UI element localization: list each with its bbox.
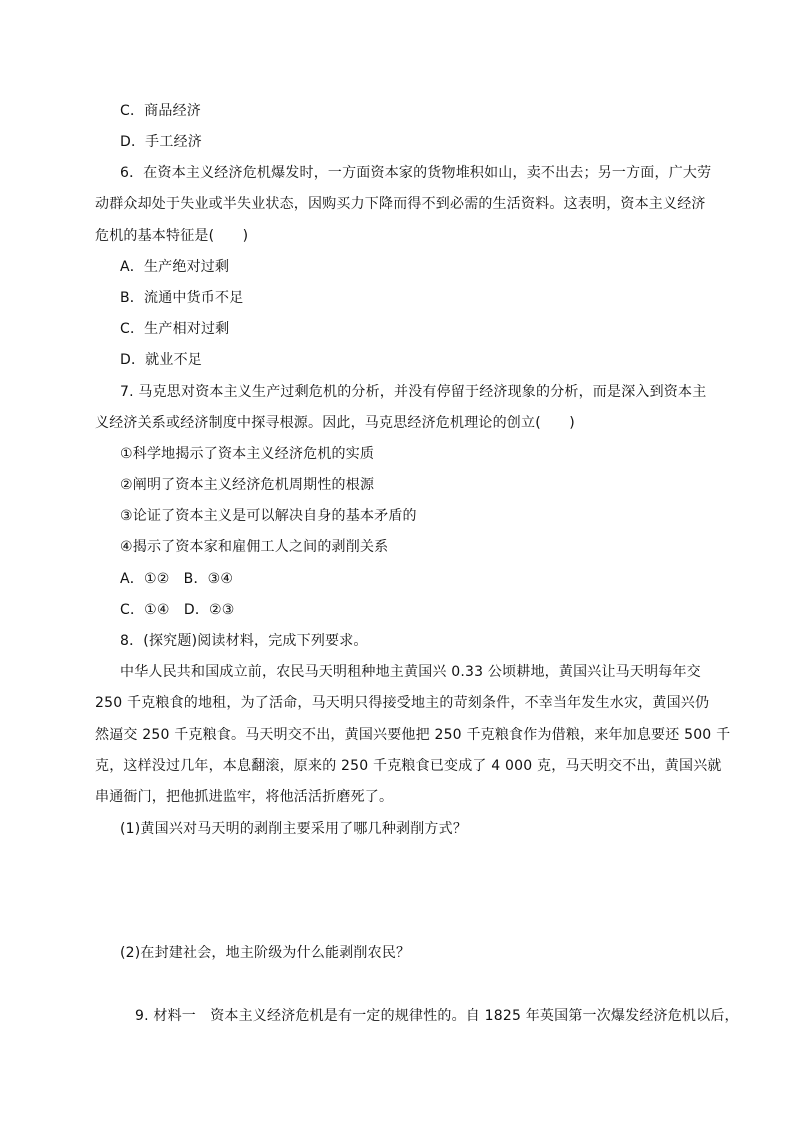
q8-material-line-5: 串通衙门，把他抓进监牢，将他活活折磨死了。 (95, 789, 394, 805)
q8-subquestion-2: (2)在封建社会，地主阶级为什么能剥削农民？ (120, 945, 411, 961)
q8-material-line-2: 250 千克粮食的地租，为了活命，马天明只得接受地主的苛刻条件，不幸当年发生水灾，黄国兴仍 (95, 695, 710, 711)
q6-option-a: A．生产绝对过剩 (120, 259, 230, 275)
q7-item-2: ②阐明了资本主义经济危机周期性的根源 (120, 477, 375, 493)
q6-stem-line-3: 危机的基本特征是( ) (95, 228, 249, 244)
q6-option-b: B．流通中货币不足 (120, 290, 244, 306)
q8-subquestion-1: (1)黄国兴对马天明的剥削主要采用了哪几种剥削方式？ (120, 821, 468, 837)
q6-option-c: C．生产相对过剩 (120, 321, 230, 337)
q8-material-line-3: 然逼交 250 千克粮食。马天明交不出，黄国兴要他把 250 千克粮食作为借粮，来年加息要还 500 千 (95, 727, 731, 743)
q6-stem-line-1: 6．在资本主义经济危机爆发时，一方面资本家的货物堆积如山，卖不出去；另一方面，广大劳 (120, 165, 712, 181)
q8-material-line-1: 中华人民共和国成立前，农民马天明租种地主黄国兴 0.33 公顷耕地，黄国兴让马天明每年交 (120, 664, 701, 680)
q7-item-4: ④揭示了资本家和雇佣工人之间的剥削关系 (120, 539, 389, 555)
q7-item-1: ①科学地揭示了资本主义经济危机的实质 (120, 446, 375, 462)
q6-option-d: D．就业不足 (120, 352, 202, 368)
q7-stem-line-1: 7. 马克思对资本主义生产过剩危机的分析，并没有停留于经济现象的分析，而是深入到资本主 (120, 384, 707, 400)
q8-material-line-4: 克，这样没过几年，本息翻滚，原来的 250 千克粮食已变成了 4 000 克，马天明交不出，黄国兴就 (95, 758, 722, 774)
q8-stem: 8．(探究题)阅读材料，完成下列要求。 (120, 633, 368, 649)
q5-option-d: D．手工经济 (120, 134, 202, 150)
q7-stem-line-2: 义经济关系或经济制度中探寻根源。因此，马克思经济危机理论的创立( ) (95, 415, 575, 431)
q7-options-cd: C．①④ D．②③ (120, 602, 235, 618)
q7-options-ab: A．①② B．③④ (120, 571, 234, 587)
q7-item-3: ③论证了资本主义是可以解决自身的基本矛盾的 (120, 508, 417, 524)
q9-stem-line-1: 9. 材料一 资本主义经济危机是有一定的规律性的。自 1825 年英国第一次爆发经济危机以后， (135, 1008, 739, 1024)
q6-stem-line-2: 动群众却处于失业或半失业状态，因购买力下降而得不到必需的生活资料。这表明，资本主义经济 (95, 196, 706, 212)
q5-option-c: C．商品经济 (120, 103, 201, 119)
